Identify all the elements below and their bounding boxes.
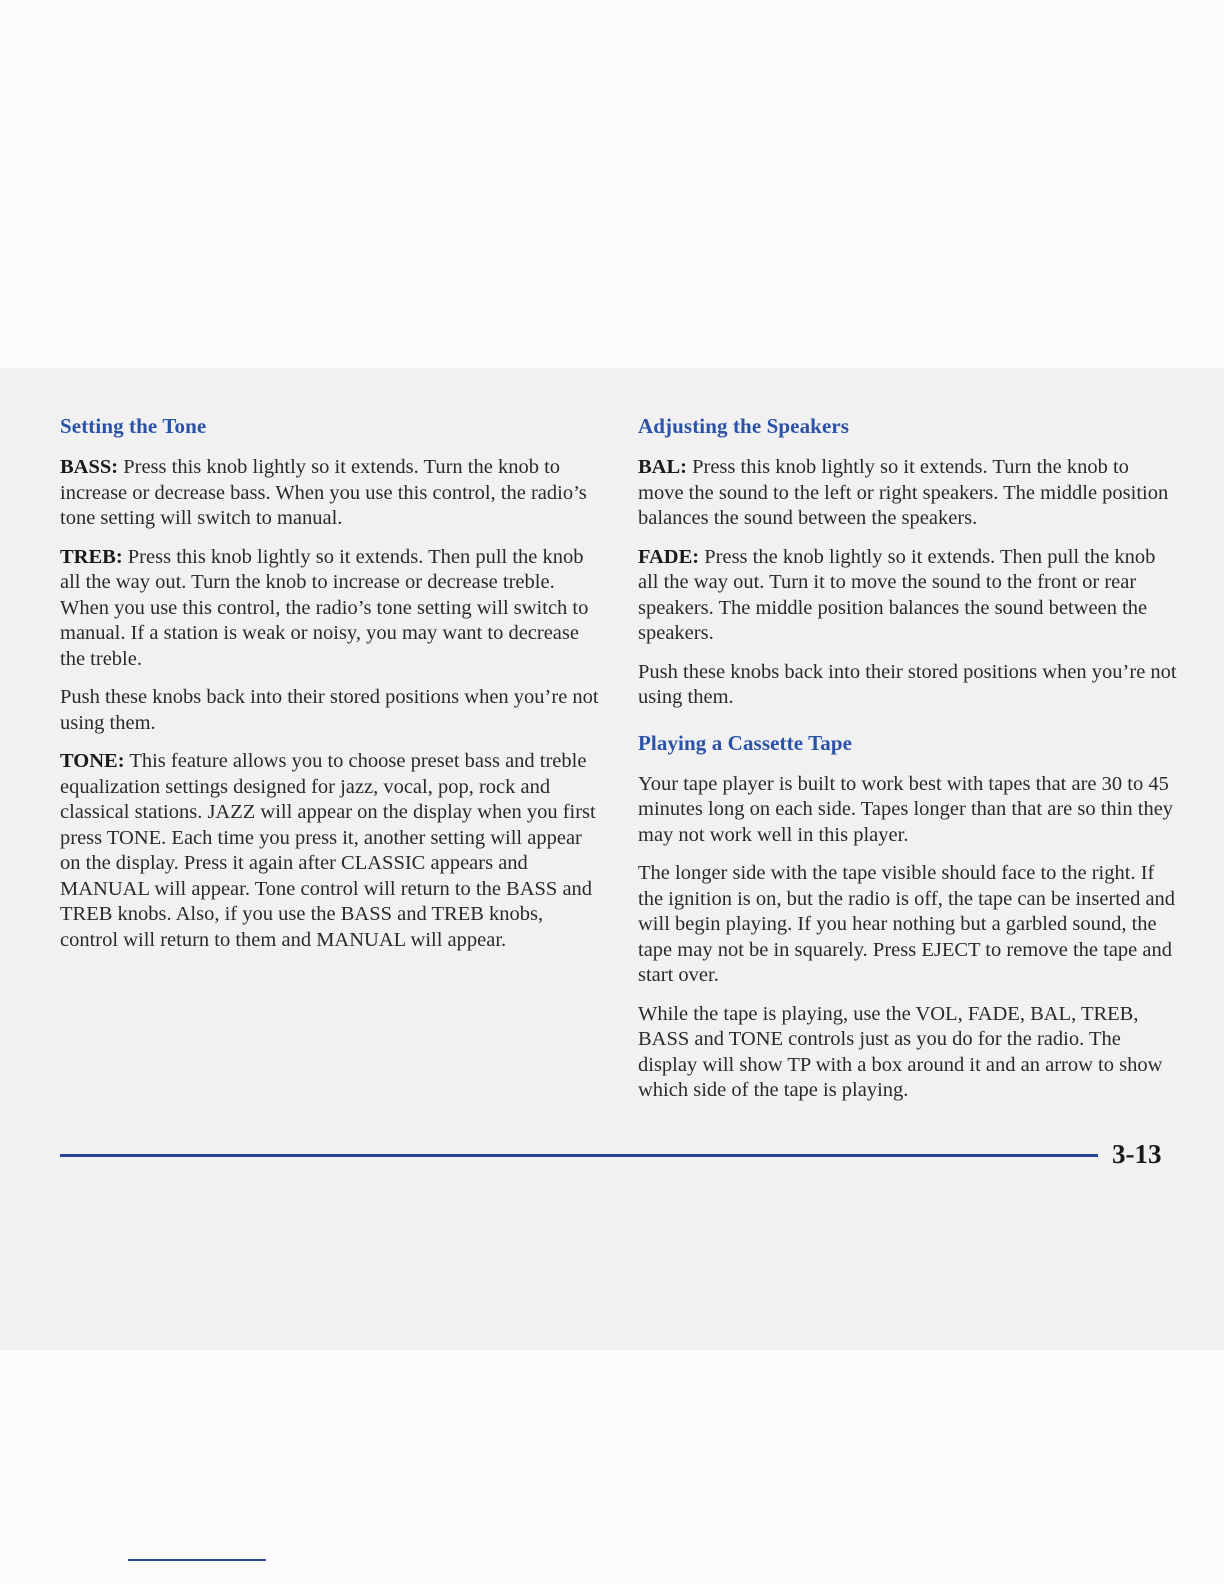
treb-paragraph <box>60 545 600 673</box>
bal-paragraph <box>638 455 1178 532</box>
bottom-rule <box>128 1559 266 1561</box>
cassette-paragraph-2: The longer side with the tape visible should face to the right. If the ignition is on, but the radio is off, the tape can be inserted and will begin playing. If you hear nothing but a garbled sound, the tape may not be in squarely. Press EJECT to remove the tape and start over. <box>638 862 1176 987</box>
left-column <box>60 414 600 966</box>
treb-text: Press this knob lightly so it extends. Then pull the knob all the way out. Turn the knob to increase or decrease treble. When you use this control, the radio’s tone setting will switch to manual. If a station is weak or noisy, you may want to decrease the treble. <box>60 545 589 670</box>
right-column <box>638 414 1178 1117</box>
page-number: 3-13 <box>1112 1139 1162 1169</box>
push-knobs-paragraph-right: Push these knobs back into their stored positions when you’re not using them. <box>638 660 1177 709</box>
tone-paragraph <box>60 749 600 953</box>
tone-term: TONE: <box>60 750 125 773</box>
tone-text: This feature allows you to choose preset bass and treble equalization settings designed for jazz, vocal, pop, rock and classical stations. JAZZ will appear on the display when you first press TONE. Each time you press it, another setting will appear on the display. Press it again after CLASSIC appears and MANUAL will appear. Tone control will return to the BASS and TREB knobs. Also, if you use the BASS and TREB knobs, control will return to them and MANUAL will appear. <box>60 750 596 951</box>
footer-rule <box>60 1154 1098 1157</box>
adjusting-speakers-heading: Adjusting the Speakers <box>638 414 850 438</box>
cassette-heading: Playing a Cassette Tape <box>638 730 853 755</box>
push-knobs-paragraph-left: Push these knobs back into their stored positions when you’re not using them. <box>60 686 599 734</box>
cassette-paragraph-3: While the tape is playing, use the VOL, FADE, BAL, TREB, BASS and TONE controls just as you do for the radio. The display will show TP with a box around it and an arrow to show which side of the tape is playing. <box>638 1002 1163 1102</box>
cassette-paragraph-1: Your tape player is built to work best with tapes that are 30 to 45 minutes long on each side. Tapes longer than that are so thin they may not work well in this player. <box>638 772 1174 846</box>
bal-term: BAL: <box>638 456 687 479</box>
bass-text: Press this knob lightly so it extends. Turn the knob to increase or decrease bass. When you use this control, the radio’s tone setting will switch to manual. <box>60 456 587 530</box>
bass-term: BASS: <box>60 456 119 479</box>
setting-tone-heading: Setting the Tone <box>60 414 207 438</box>
fade-paragraph <box>638 545 1178 647</box>
bal-text: Press this knob lightly so it extends. Turn the knob to move the sound to the left or right speakers. The middle position balances the sound between the speakers. <box>638 456 1169 530</box>
treb-term: TREB: <box>60 545 123 568</box>
fade-text: Press the knob lightly so it extends. Then pull the knob all the way out. Turn it to move the sound to the front or rear speakers. The middle position balances the sound between the speakers. <box>638 545 1156 645</box>
bass-paragraph <box>60 455 600 532</box>
fade-term: FADE: <box>638 545 700 568</box>
